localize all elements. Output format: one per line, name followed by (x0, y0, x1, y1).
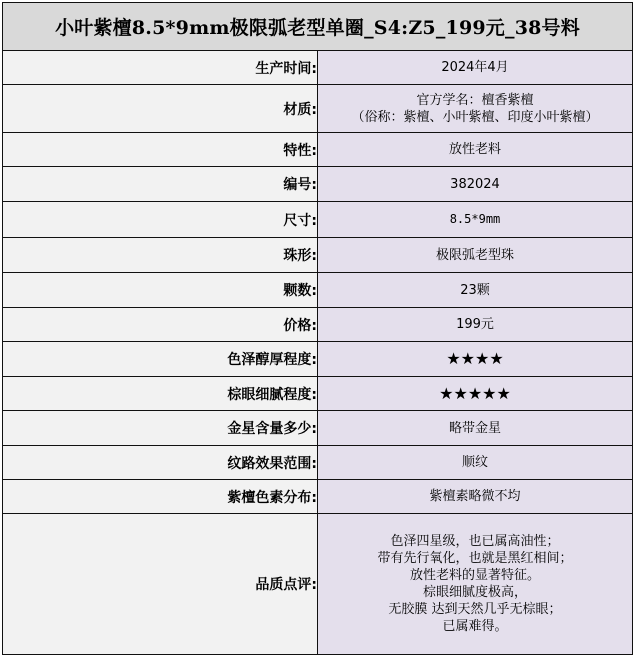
value-line: 2024年4月 (441, 60, 509, 75)
label-material: 材质: (3, 85, 318, 133)
value-line: 放性老料的显著特征。 (409, 568, 540, 583)
value-pore-fineness (318, 377, 633, 411)
label-pore-fineness: 棕眼细腻程度: (3, 377, 318, 411)
row-bead-count (3, 273, 633, 308)
star-rating-icon: ★★★★★ (439, 383, 511, 403)
value-size (318, 202, 633, 238)
row-color-richness (3, 342, 633, 377)
row-gold-fleck (3, 411, 633, 446)
value-line: （俗称：紫檀、小叶紫檀、印度小叶紫檀） (351, 109, 599, 125)
value-line: 带有先行氧化，也就是黑红相间； (377, 551, 573, 566)
row-grain-range (3, 446, 633, 480)
value-gold-fleck (318, 411, 633, 446)
value-line: 顺纹 (461, 455, 488, 470)
value-line: 23颗 (460, 282, 490, 298)
row-production-time (3, 51, 633, 85)
label-serial-number: 编号: (3, 167, 318, 202)
value-line: 382024 (450, 176, 500, 192)
label-production-time: 生产时间: (3, 51, 318, 85)
row-price (3, 308, 633, 342)
row-bead-shape (3, 238, 633, 273)
row-size (3, 202, 633, 238)
label-property: 特性: (3, 133, 318, 167)
label-pigment-distribution: 紫檀色素分布: (3, 480, 318, 514)
value-line: 略带金星 (448, 420, 501, 436)
value-quality-review (318, 514, 633, 655)
value-line: 已属难得。 (442, 619, 508, 634)
value-material (318, 85, 633, 133)
label-bead-count: 颗数: (3, 273, 318, 308)
label-grain-range: 纹路效果范围: (3, 446, 318, 480)
value-grain-range (318, 446, 633, 480)
row-quality-review (3, 514, 633, 655)
value-line: 官方学名：檀香紫檀 (416, 92, 534, 108)
value-line: 棕眼细腻度极高， (422, 585, 527, 600)
value-price (318, 308, 633, 342)
value-line: 极限弧老型珠 (435, 247, 514, 263)
label-quality-review: 品质点评: (3, 514, 318, 655)
label-size: 尺寸: (3, 202, 318, 238)
spec-table (2, 2, 633, 655)
value-line: 无胶膜 达到天然几乎无棕眼； (388, 602, 562, 617)
row-material (3, 85, 633, 133)
value-line: 色泽四星级，也已属高油性； (390, 534, 560, 549)
row-pore-fineness (3, 377, 633, 411)
value-pigment-distribution (318, 480, 633, 514)
star-rating-icon: ★★★★ (446, 349, 504, 368)
value-bead-shape (318, 238, 633, 273)
value-color-richness (318, 342, 633, 377)
value-line: 放性老料 (448, 142, 501, 157)
value-line: 8.5*9mm (449, 212, 501, 226)
value-bead-count (318, 273, 633, 308)
label-color-richness: 色泽醇厚程度: (3, 342, 318, 377)
value-production-time (318, 51, 633, 85)
value-line: 199元 (456, 317, 494, 332)
row-pigment-distribution (3, 480, 633, 514)
title-row (3, 3, 633, 51)
sheet-title: 小叶紫檀8.5*9mm极限弧老型单圈_S4:Z5_199元_38号料 (3, 3, 633, 51)
value-property (318, 133, 633, 167)
label-price: 价格: (3, 308, 318, 342)
value-serial-number (318, 167, 633, 202)
label-bead-shape: 珠形: (3, 238, 318, 273)
label-gold-fleck: 金星含量多少: (3, 411, 318, 446)
row-serial-number (3, 167, 633, 202)
row-property (3, 133, 633, 167)
value-line: 紫檀素略微不均 (429, 489, 521, 504)
